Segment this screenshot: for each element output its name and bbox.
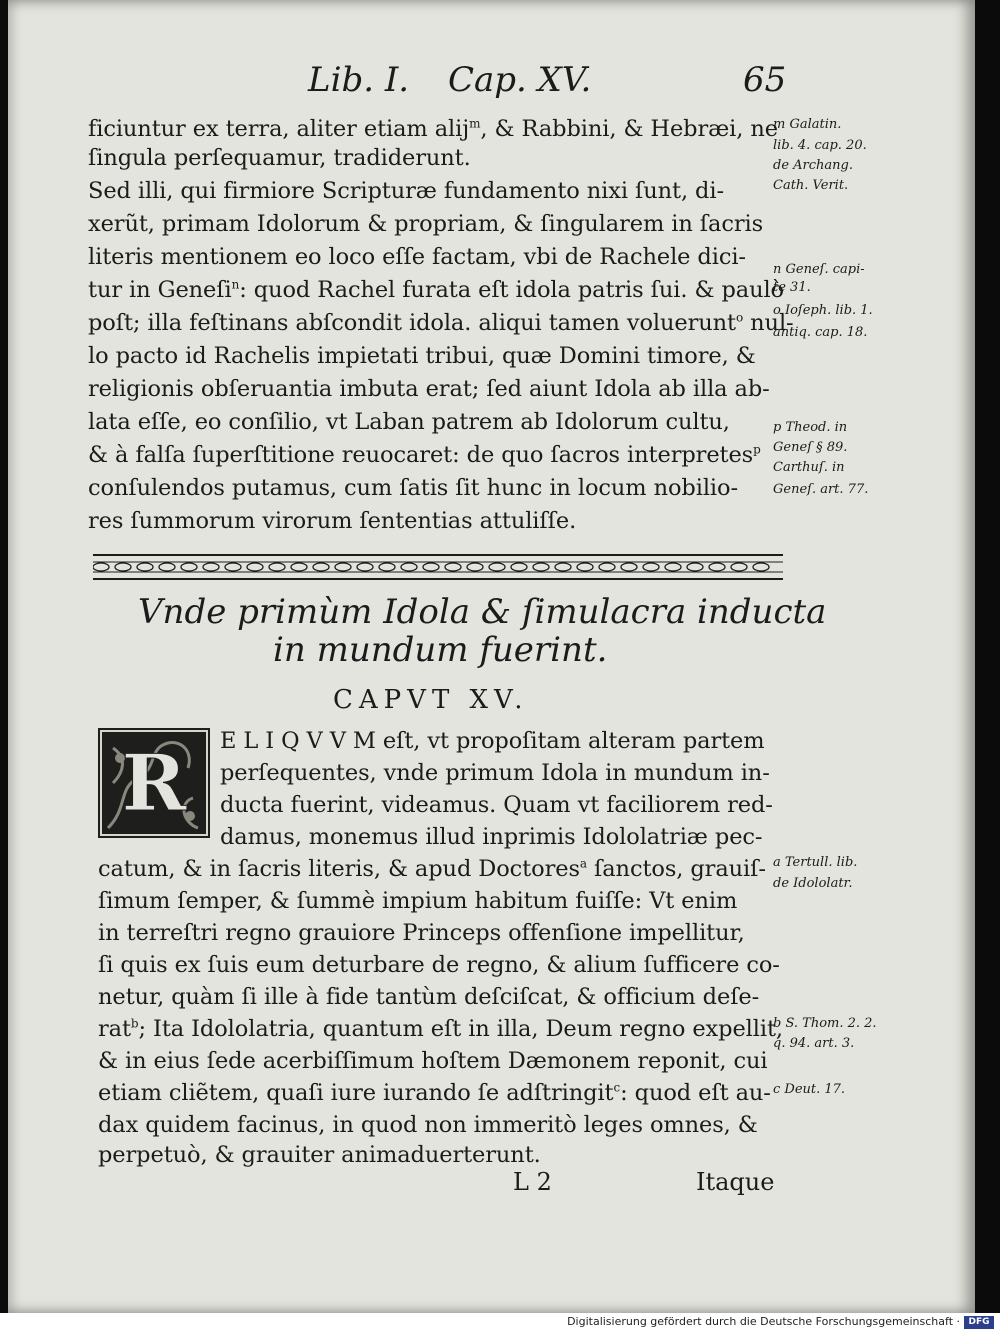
text-line (220, 792, 773, 818)
text-segment: E L I Q V V M eſt, vt propoſitam alteram partem (220, 728, 765, 754)
rule-knot (643, 563, 659, 571)
funding-credit: Digitalisierung gefördert durch die Deutsche Forschungsgemeinschaft · (567, 1315, 960, 1328)
text-line (98, 888, 737, 914)
rule-knot (467, 563, 483, 571)
text-line (88, 211, 763, 237)
text-line (98, 952, 780, 978)
note-reference: p (753, 442, 761, 457)
rule-knot (401, 563, 417, 571)
rule-knot (269, 563, 285, 571)
rule-knot (687, 563, 703, 571)
text-line (88, 145, 471, 171)
note-reference: n (231, 277, 240, 292)
marginal-note: Geneſ. art. 77. (773, 482, 869, 497)
text-segment: ſingula perſequamur, tradiderunt. (88, 145, 471, 171)
chapter-label: Cap. XV. (448, 60, 592, 100)
text-line (88, 116, 778, 142)
text-segment: rat (98, 1016, 131, 1042)
rule-knot (599, 563, 615, 571)
note-reference: o (735, 310, 744, 325)
text-segment: ; Ita Idololatria, quantum eſt in illa, Deum regno expellit, (138, 1016, 783, 1042)
text-line (88, 376, 770, 402)
text-segment: damus, monemus illud inprimis Idololatriæ pec- (220, 824, 763, 850)
text-line (220, 760, 770, 786)
text-line (88, 475, 738, 501)
rule-knot (115, 563, 131, 571)
marginal-note: o Ioſeph. lib. 1. (773, 303, 873, 318)
text-segment: , & Rabbini, & Hebræi, ne (480, 116, 778, 142)
rule-knot (203, 563, 219, 571)
text-line (98, 1142, 541, 1168)
text-segment: lo pacto id Rachelis impietati tribui, quæ Domini timore, & (88, 343, 756, 369)
text-segment: netur, quàm ſi ille à fide tantùm deſciſcat, & officium deſe- (98, 984, 760, 1010)
page-number: 65 (743, 60, 787, 100)
text-segment: : quod Rachel furata eſt idola patris ſui. & paulò (239, 277, 785, 303)
rule-knot (379, 563, 395, 571)
rule-knot (621, 563, 637, 571)
chapter-title-line-1: Vnde primùm Idola & ſimulacra inducta (138, 592, 827, 632)
marginal-note: q. 94. art. 3. (773, 1036, 855, 1051)
rule-knot (247, 563, 263, 571)
marginal-note: p Theod. in (773, 420, 848, 435)
rule-knot (555, 563, 571, 571)
rule-knot (533, 563, 549, 571)
marginal-note: n Geneſ. capi- (773, 262, 865, 277)
rule-knot (291, 563, 307, 571)
text-segment: lata eſſe, eo conſilio, vt Laban patrem ab Idolorum cultu, (88, 409, 730, 435)
marginal-note: b S. Thom. 2. 2. (773, 1016, 877, 1031)
rule-knot (511, 563, 527, 571)
text-line (98, 984, 759, 1010)
rule-knot (577, 563, 593, 571)
note-reference: m (469, 116, 481, 131)
text-line (98, 920, 745, 946)
marginal-note: c Deut. 17. (773, 1082, 846, 1097)
text-segment: ſi quis ex ſuis eum deturbare de regno, & alium ſufficere co- (98, 952, 780, 978)
marginal-note: Carthuſ. in (773, 460, 845, 475)
note-reference: a (579, 856, 587, 871)
note-reference: c (613, 1080, 621, 1095)
text-line (220, 728, 765, 754)
text-line (98, 1112, 758, 1138)
rule-knot (159, 563, 175, 571)
text-line (88, 343, 756, 369)
text-line (98, 1048, 768, 1074)
rule-knot (665, 563, 681, 571)
rule-knot (709, 563, 725, 571)
running-head (308, 60, 788, 100)
text-segment: & à falſa ſuperſtitione reuocaret: de quo ſacros interpretes (88, 442, 754, 468)
text-line (88, 310, 794, 336)
text-segment: ficiuntur ex terra, aliter etiam alij (88, 116, 470, 142)
text-segment: dax quidem facinus, in quod non immeritò leges omnes, & (98, 1112, 758, 1138)
text-line (220, 824, 762, 850)
text-segment: etiam cliẽtem, quaſi iure iurando ſe adſtringit (98, 1080, 614, 1106)
marginal-note: lib. 4. cap. 20. (773, 138, 867, 153)
text-segment: perpetuò, & grauiter animaduerterunt. (98, 1142, 541, 1168)
text-segment: ſimum ſemper, & ſummè impium habitum fuiſſe: Vt enim (98, 888, 738, 914)
decorated-initial-r (98, 728, 210, 838)
text-line (88, 178, 724, 204)
rule-knot (313, 563, 329, 571)
svg-text:R: R (121, 738, 187, 829)
rule-knot (93, 563, 109, 571)
text-segment: perſequentes, vnde primum Idola in mundum in- (220, 760, 770, 786)
text-segment: res ſummorum virorum ſententias attuliſſe. (88, 508, 577, 534)
marginal-note: Geneſ § 89. (773, 440, 848, 455)
text-segment: : quod eſt au- (620, 1080, 771, 1106)
marginal-note: Cath. Verit. (773, 178, 849, 193)
text-segment: poſt; illa feſtinans abſcondit idola. aliqui tamen voluerunt (88, 310, 736, 336)
catchword: Itaque (696, 1168, 775, 1196)
text-segment: ſanctos, grauiſ- (586, 856, 766, 882)
marginal-note: antiq. cap. 18. (773, 325, 868, 340)
text-segment: conſulendos putamus, cum ſatis ſit hunc in locum nobilio- (88, 475, 738, 501)
marginal-note: de Archang. (773, 158, 853, 173)
note-reference: b (130, 1016, 139, 1031)
chapter-heading: CAPVT XV. (333, 685, 529, 715)
rule-knot (753, 563, 769, 571)
ornamental-rule (93, 552, 783, 582)
rule-knot (445, 563, 461, 571)
text-segment: nul- (743, 310, 794, 336)
text-segment: religionis obſeruantia imbuta erat; ſed aiunt Idola ab illa ab- (88, 376, 770, 402)
text-segment: & in eius ſede acerbiſſimum hoſtem Dæmonem reponit, cui (98, 1048, 768, 1074)
rule-knot (181, 563, 197, 571)
rule-knot (489, 563, 505, 571)
text-segment: Sed illi, qui firmiore Scripturæ fundamento nixi ſunt, di- (88, 178, 724, 204)
text-segment: in terreſtri regno grauiore Princeps offenſione impellitur, (98, 920, 745, 946)
text-line (88, 244, 746, 270)
chapter-title-line-2: in mundum fuerint. (273, 630, 608, 670)
text-line (88, 508, 576, 534)
text-line (88, 277, 784, 303)
rule-knot (225, 563, 241, 571)
marginal-note: m Galatin. (773, 117, 842, 132)
text-line (98, 1016, 783, 1042)
book-page (8, 0, 975, 1313)
footer-bar (0, 1313, 1000, 1332)
text-line (98, 856, 766, 882)
text-segment: literis mentionem eo loco eſſe factam, vbi de Rachele dici- (88, 244, 746, 270)
text-line (88, 409, 730, 435)
text-segment: ducta fuerint, videamus. Quam vt faciliorem red- (220, 792, 773, 818)
text-segment: xerũt, primam Idolorum & propriam, & ſingularem in ſacris (88, 211, 764, 237)
text-segment: catum, & in ſacris literis, & apud Doctores (98, 856, 580, 882)
rule-knot (357, 563, 373, 571)
marginal-note: de Idololatr. (773, 876, 853, 891)
rule-knot (423, 563, 439, 571)
text-line (88, 442, 761, 468)
rule-knot (137, 563, 153, 571)
signature-mark: L 2 (513, 1168, 552, 1196)
text-segment: tur in Geneſi (88, 277, 232, 303)
rule-knot (731, 563, 747, 571)
book-label: Lib. I. (308, 60, 410, 100)
dfg-logo: DFG (964, 1316, 994, 1329)
rule-knot (335, 563, 351, 571)
marginal-note: a Tertull. lib. (773, 855, 858, 870)
text-line (98, 1080, 771, 1106)
marginal-note: te 31. (773, 280, 811, 295)
